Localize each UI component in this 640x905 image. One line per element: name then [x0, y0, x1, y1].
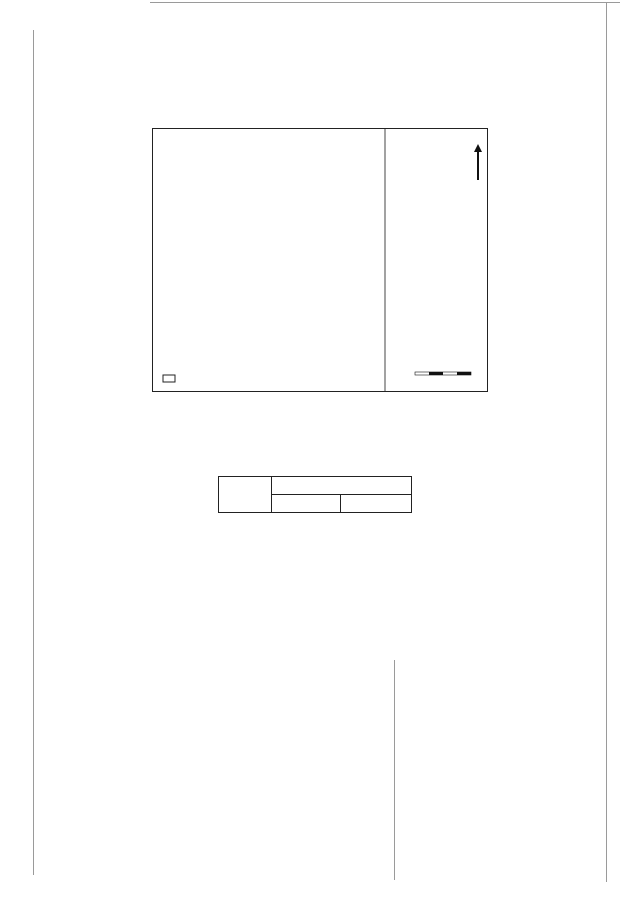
scan-line-top — [150, 2, 620, 3]
coordinates-table — [218, 476, 412, 513]
scan-line-left — [33, 30, 34, 875]
scan-line-middle — [394, 660, 395, 880]
scale-bar-segment — [429, 372, 443, 375]
map-canvas — [153, 129, 487, 391]
legend-swatch — [163, 375, 175, 382]
header-lon — [341, 495, 412, 513]
boundary-map — [152, 128, 488, 392]
header-coords — [272, 477, 412, 495]
scale-bar-segment — [457, 372, 471, 375]
perimeter-paragraph — [76, 696, 550, 712]
header-point — [219, 477, 272, 513]
compass-arrowhead-icon — [474, 144, 482, 152]
table-header-row — [219, 477, 412, 495]
scan-line-right — [606, 2, 607, 882]
section-heading — [76, 82, 550, 99]
header-lat — [272, 495, 341, 513]
area-paragraph — [76, 731, 550, 747]
